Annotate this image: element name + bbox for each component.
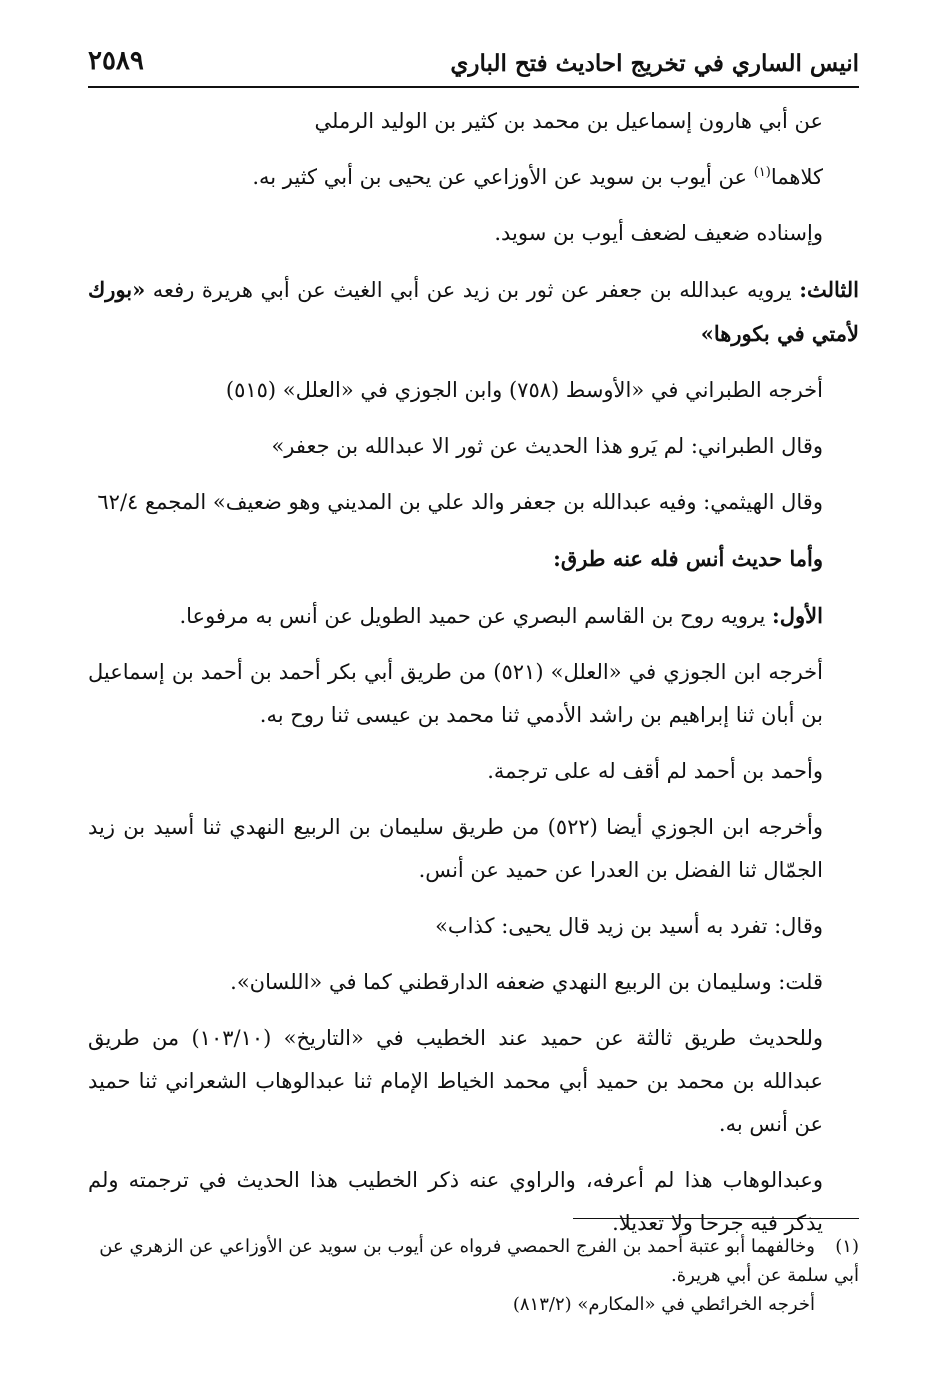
footnote: (١)وخالفهما أبو عتبة أحمد بن الفرج الحمصي فرواه عن أيوب بن سويد عن الأوزاعي عن الزهري عن أبي سلمة عن أبي هريرة. <box>88 1232 859 1290</box>
section-lead: الأول: <box>772 603 823 628</box>
footnote-ref: (١) <box>753 165 771 180</box>
section-heading: وأما حديث أنس فله عنه طرق: <box>553 546 823 571</box>
paragraph: وأخرجه ابن الجوزي أيضا (٥٢٢) من طريق سليمان بن الربيع النهدي ثنا أسيد بن زيد الجمّال ثنا الفضل بن العدرا عن حميد عن أنس. <box>88 815 823 882</box>
paragraph: وللحديث طريق ثالثة عن حميد عند الخطيب في «التاريخ» (١٠٣/١٠) من طريق عبدالله بن محمد بن حميد أبي محمد الخياط الإمام ثنا عبدالوهاب الشعراني ثنا حميد عن أنس به. <box>88 1026 824 1136</box>
paragraph: أخرجه ابن الجوزي في «العلل» (٥٢١) من طريق أبي بكر أحمد بن أحمد بن إسماعيل بن أبان ثنا إبراهيم بن راشد الأدمي ثنا محمد بن عيسى ثنا روح به. <box>88 660 823 727</box>
paragraph <box>88 537 859 581</box>
page-number: ٢٥٨٩ <box>88 46 144 76</box>
main-text <box>88 100 859 1258</box>
paragraph: وإسناده ضعيف لضعف أيوب بن سويد. <box>494 221 823 245</box>
footnote-separator <box>573 1218 859 1219</box>
paragraph: وقال الهيثمي: وفيه عبدالله بن جعفر والد علي بن المديني وهو ضعيف» المجمع ٦٢/٤ <box>97 490 823 514</box>
paragraph: أخرجه الطبراني في «الأوسط (٧٥٨) وابن الجوزي في «العلل» (٥١٥) <box>225 378 823 402</box>
paragraph: وقال الطبراني: لم يَرو هذا الحديث عن ثور الا عبدالله بن جعفر» <box>271 434 823 458</box>
paragraph: قلت: وسليمان بن الربيع النهدي ضعفه الدارقطني كما في «اللسان». <box>230 970 823 994</box>
paragraph: عن أبي هارون إسماعيل بن محمد بن كثير بن الوليد الرملي <box>314 109 823 133</box>
paragraph: الثالث: يرويه عبدالله بن جعفر عن ثور بن زيد عن أبي الغيث عن أبي هريرة رفعه «بورك لأمتي في بكورها» <box>88 277 859 346</box>
paragraph: كلاهما$^{(١)}$ عن أيوب بن سويد عن الأوزاعي عن يحيى بن أبي كثير به. <box>252 165 823 189</box>
section-lead: الثالث: <box>799 277 859 302</box>
page-header <box>88 44 859 88</box>
running-title: انيس الساري في تخريج احاديث فتح الباري <box>450 50 859 77</box>
paragraph: وأحمد بن أحمد لم أقف له على ترجمة. <box>487 759 823 783</box>
paragraph: وعبدالوهاب هذا لم أعرفه، والراوي عنه ذكر الخطيب هذا الحديث في ترجمته ولم يذكر فيه جرحا ولا تعديلا. <box>88 1168 823 1235</box>
footnote-marker: (١) <box>835 1236 859 1257</box>
footnotes <box>88 1232 859 1319</box>
hadith-text: «بورك لأمتي في بكورها» <box>88 277 859 346</box>
footnote-continuation: أخرجه الخرائطي في «المكارم» (٨١٣/٢) <box>512 1294 815 1315</box>
paragraph: وقال: تفرد به أسيد بن زيد قال يحيى: كذاب» <box>435 914 823 938</box>
paragraph: الأول: يرويه روح بن القاسم البصري عن حميد الطويل عن أنس به مرفوعا. <box>179 603 823 628</box>
